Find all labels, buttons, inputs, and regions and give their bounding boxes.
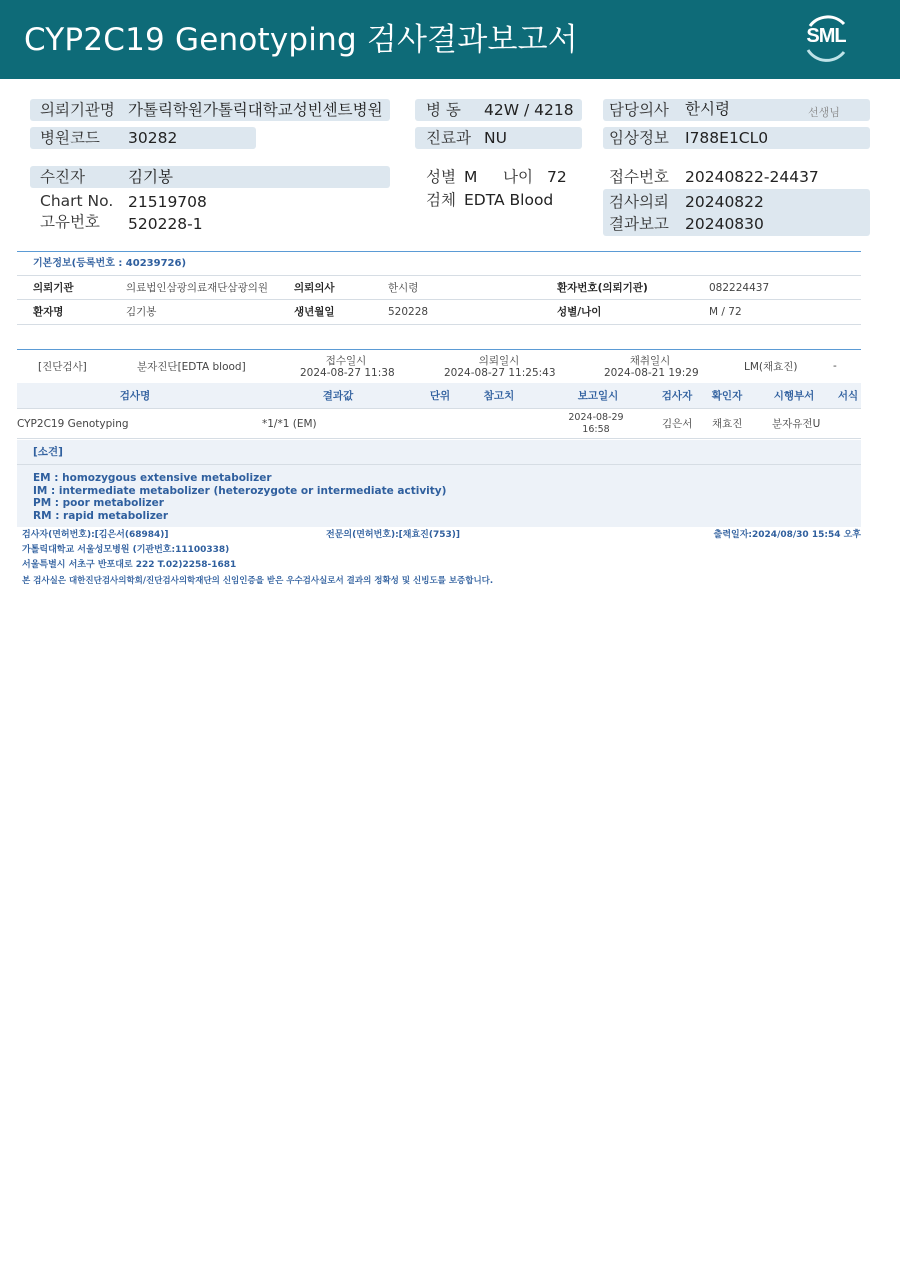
findings-title: [소견] — [33, 446, 63, 458]
basic-key-birth: 생년월일 — [294, 306, 335, 318]
col-result: 결과값 — [322, 390, 354, 402]
results-header-rule — [17, 408, 861, 409]
department-value: NU — [484, 129, 507, 147]
footer-address: 서울특별시 서초구 반포대로 222 T.02)2258-1681 — [22, 560, 237, 570]
footer-hospital: 가톨릭대학교 서울성모병원 (기관번호:11100338) — [22, 545, 230, 555]
basic-key-patient-no: 환자번호(의뢰기관) — [557, 282, 648, 294]
col-report-date: 보고일시 — [577, 390, 619, 402]
test-dash: - — [833, 360, 837, 372]
test-info-top-rule — [17, 349, 861, 350]
col-reference: 참고치 — [483, 390, 515, 402]
basic-key-institution: 의뢰기관 — [33, 282, 74, 294]
chart-value: 21519708 — [128, 193, 207, 211]
result-test-name: CYP2C19 Genotyping — [17, 418, 129, 430]
basic-key-doctor: 의뢰의사 — [294, 282, 335, 294]
basic-val-birth: 520228 — [388, 306, 429, 318]
result-tester: 김은서 — [662, 418, 693, 430]
finding-line-rm: RM : rapid metabolizer — [33, 510, 169, 522]
receipt-label: 접수번호 — [609, 168, 669, 186]
basic-val-name: 김기봉 — [126, 306, 157, 318]
doctor-suffix: 선생님 — [808, 106, 840, 119]
collected-value: 2024-08-21 19:29 — [604, 367, 699, 379]
institution-label: 의뢰기관명 — [40, 101, 115, 119]
col-department: 시행부서 — [773, 390, 815, 402]
report-header — [0, 0, 900, 79]
test-lm: LM(채효진) — [744, 361, 798, 373]
basic-key-name: 환자명 — [33, 306, 64, 318]
patient-value: 김기봉 — [128, 168, 173, 186]
sex-label: 성별 — [426, 168, 456, 186]
col-confirmer: 확인자 — [711, 390, 743, 402]
specimen-label: 검체 — [426, 191, 456, 209]
result-department: 분자유전U — [772, 418, 821, 430]
finding-line-em: EM : homozygous extensive metabolizer — [33, 472, 272, 484]
collected-label: 채취일시 — [629, 355, 671, 367]
basic-val-sex-age: M / 72 — [709, 306, 742, 318]
department-label: 진료과 — [426, 129, 471, 147]
basic-key-sex-age: 성별/나이 — [557, 306, 602, 318]
basic-info-top-rule — [17, 251, 861, 252]
patient-label: 수진자 — [40, 168, 85, 186]
sml-logo — [800, 12, 852, 64]
request-value: 20240822 — [685, 193, 764, 211]
footer-printed: 출력일자:2024/08/30 15:54 오후 — [713, 530, 861, 540]
col-unit: 단위 — [429, 390, 451, 402]
footer-tester: 검사자(면허번호):[김은서(68984)] — [22, 530, 169, 540]
chart-label: Chart No. — [40, 192, 114, 210]
ward-label: 병 동 — [426, 101, 461, 119]
specimen-value: EDTA Blood — [464, 191, 554, 209]
receipt-value: 20240822-24437 — [685, 168, 819, 186]
findings-header-band — [17, 440, 861, 464]
unique-label: 고유번호 — [40, 213, 100, 231]
results-row-rule — [17, 438, 861, 439]
test-type: [진단검사] — [38, 361, 87, 373]
received-value: 2024-08-27 11:38 — [300, 367, 395, 379]
result-value: *1/*1 (EM) — [262, 418, 317, 430]
request-label: 검사의뢰 — [609, 193, 669, 211]
test-category: 분자진단[EDTA blood] — [137, 361, 246, 373]
col-test-name: 검사명 — [119, 390, 151, 402]
unique-value: 520228-1 — [128, 215, 203, 233]
age-label: 나이 — [503, 168, 533, 186]
logo-text: SML — [806, 25, 846, 47]
basic-info-rule-3 — [17, 324, 861, 325]
basic-info-rule-2 — [17, 299, 861, 300]
basic-val-institution: 의료법인삼광의료재단삼광의원 — [126, 282, 269, 294]
requested-label: 의뢰일시 — [478, 355, 520, 367]
hospital-code-label: 병원코드 — [40, 129, 100, 147]
ward-value: 42W / 4218 — [484, 101, 574, 119]
basic-info-title: 기본정보(등록번호 : 40239726) — [33, 258, 187, 269]
basic-val-patient-no: 082224437 — [709, 282, 770, 294]
institution-value: 가톨릭학원가톨릭대학교성빈센트병원 — [128, 101, 383, 119]
received-label: 접수일시 — [325, 355, 367, 367]
requested-value: 2024-08-27 11:25:43 — [444, 367, 556, 379]
result-confirmer: 채효진 — [712, 418, 743, 430]
col-tester: 검사자 — [661, 390, 693, 402]
clinical-label: 임상정보 — [609, 129, 669, 147]
doctor-label: 담당의사 — [609, 101, 669, 119]
report-label: 결과보고 — [609, 215, 669, 233]
basic-info-rule-1 — [17, 275, 861, 276]
result-report-time: 16:58 — [582, 424, 610, 435]
footer-certification: 본 검사실은 대한진단검사의학회/진단검사의학재단의 신임인증을 받은 우수검사실로서 결과의 정확성 및 신빙도를 보증합니다. — [22, 576, 494, 586]
col-form: 서식 — [837, 390, 859, 402]
finding-line-im: IM : intermediate metabolizer (heterozygote or intermediate activity) — [33, 485, 447, 497]
result-report-date: 2024-08-29 — [568, 412, 624, 423]
sex-value: M — [464, 168, 478, 186]
age-value: 72 — [547, 168, 567, 186]
footer-specialist: 전문의(면허번호):[채효진(753)] — [326, 530, 461, 540]
doctor-value: 한시령 — [685, 100, 730, 118]
hospital-code-value: 30282 — [128, 129, 178, 147]
clinical-value: I788E1CL0 — [685, 129, 769, 147]
basic-val-doctor: 한시령 — [388, 282, 419, 294]
report-title: CYP2C19 Genotyping 검사결과보고서 — [24, 22, 578, 58]
report-value: 20240830 — [685, 215, 764, 233]
finding-line-pm: PM : poor metabolizer — [33, 497, 164, 509]
